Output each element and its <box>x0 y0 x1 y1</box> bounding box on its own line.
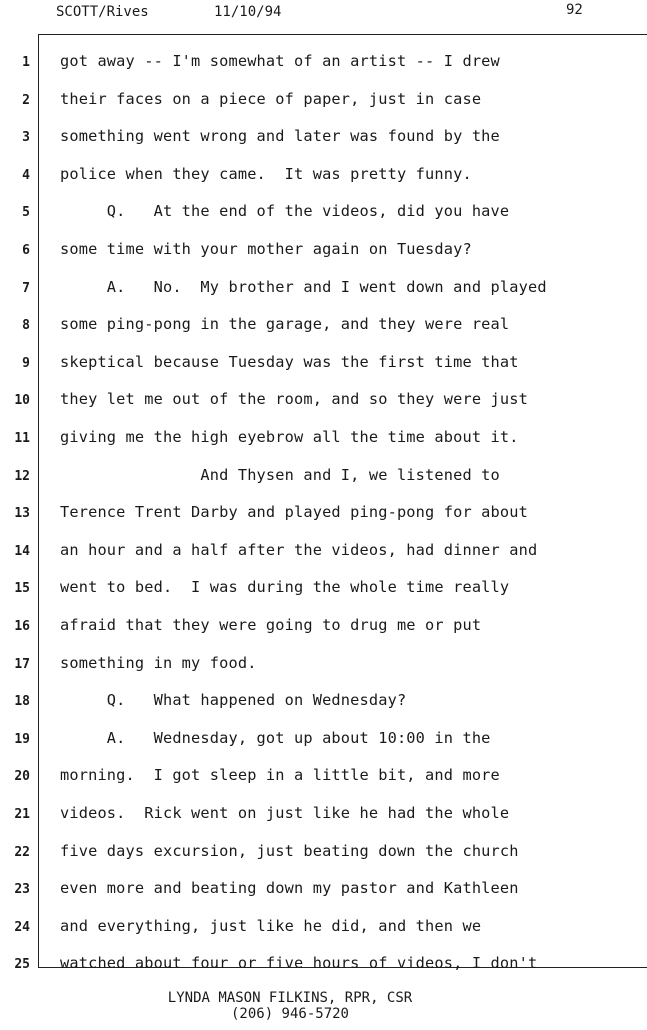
header-date: 11/10/94 <box>214 4 282 20</box>
line-number: 22 <box>14 845 30 860</box>
transcript-line: something went wrong and later was found by the <box>60 127 500 145</box>
transcript-line: morning. I got sleep in a little bit, and more <box>60 766 500 784</box>
line-number: 7 <box>22 281 30 296</box>
transcript-line: afraid that they were going to drug me or put <box>60 616 482 634</box>
line-number: 15 <box>14 581 30 596</box>
line-number: 13 <box>14 506 30 521</box>
line-number: 6 <box>22 243 30 258</box>
case-name: SCOTT/Rives <box>56 4 149 20</box>
line-number: 19 <box>14 732 30 747</box>
line-number: 18 <box>14 694 30 709</box>
line-number: 10 <box>14 393 30 408</box>
transcript-line: went to bed. I was during the whole time really <box>60 578 510 596</box>
transcript-line: an hour and a half after the videos, had dinner and <box>60 541 538 559</box>
line-number: 12 <box>14 469 30 484</box>
transcript-line: Q. What happened on Wednesday? <box>60 691 407 709</box>
transcript-line: And Thysen and I, we listened to <box>60 466 500 484</box>
transcript-line: their faces on a piece of paper, just in case <box>60 90 482 108</box>
line-number: 20 <box>14 769 30 784</box>
transcript-line: A. Wednesday, got up about 10:00 in the <box>60 729 491 747</box>
line-number: 25 <box>14 957 30 972</box>
transcript-line: Terence Trent Darby and played ping-pong for about <box>60 503 528 521</box>
line-number: 4 <box>22 168 30 183</box>
line-number: 2 <box>22 93 30 108</box>
transcript-line: and everything, just like he did, and then we <box>60 917 482 935</box>
transcript-line: Q. At the end of the videos, did you have <box>60 202 510 220</box>
transcript-line: got away -- I'm somewhat of an artist -- I drew <box>60 52 500 70</box>
transcript-line: watched about four or five hours of videos, I don't <box>60 954 538 972</box>
court-reporter-name: LYNDA MASON FILKINS, RPR, CSR <box>167 990 413 1006</box>
line-number: 17 <box>14 657 30 672</box>
line-number: 24 <box>14 920 30 935</box>
transcript-line: videos. Rick went on just like he had the whole <box>60 804 510 822</box>
line-number: 8 <box>22 318 30 333</box>
transcript-line: A. No. My brother and I went down and played <box>60 278 547 296</box>
line-number: 23 <box>14 882 30 897</box>
transcript-line: five days excursion, just beating down the church <box>60 842 519 860</box>
line-number: 21 <box>14 807 30 822</box>
line-number: 9 <box>22 356 30 371</box>
page-number: 92 <box>566 2 583 18</box>
line-number: 3 <box>22 130 30 145</box>
line-number: 5 <box>22 205 30 220</box>
line-number: 14 <box>14 544 30 559</box>
transcript-line: even more and beating down my pastor and Kathleen <box>60 879 519 897</box>
line-number: 16 <box>14 619 30 634</box>
transcript-line: skeptical because Tuesday was the first time that <box>60 353 519 371</box>
line-number: 1 <box>22 55 30 70</box>
transcript-line: some ping-pong in the garage, and they were real <box>60 315 510 333</box>
transcript-line: they let me out of the room, and so they were just <box>60 390 528 408</box>
transcript-line: police when they came. It was pretty funny. <box>60 165 472 183</box>
line-number: 11 <box>14 431 30 446</box>
transcript-line: giving me the high eyebrow all the time about it. <box>60 428 519 446</box>
transcript-line: something in my food. <box>60 654 257 672</box>
court-reporter-phone: (206) 946-5720 <box>230 1006 349 1022</box>
transcript-line: some time with your mother again on Tuesday? <box>60 240 472 258</box>
